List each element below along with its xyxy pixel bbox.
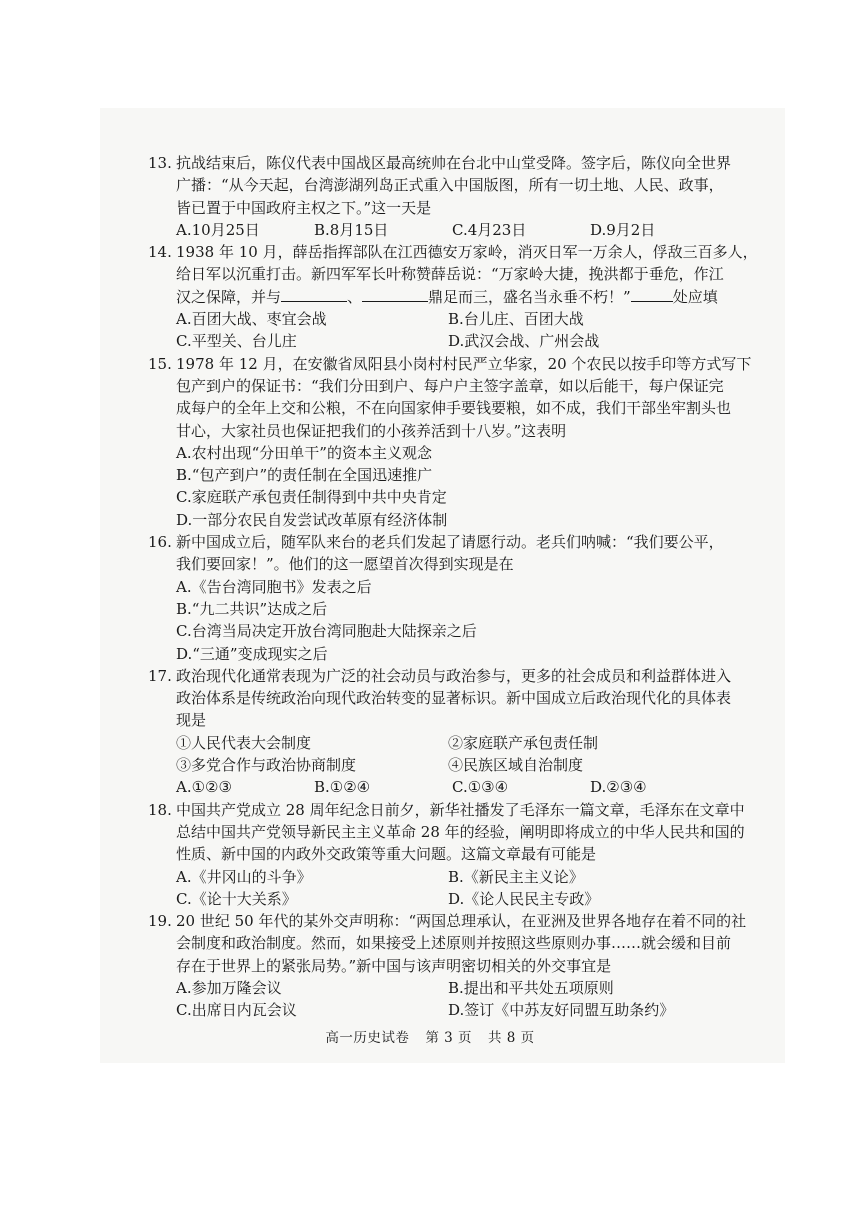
option-c: C.①③④: [452, 778, 509, 797]
option-b: B.“包产到户”的责任制在全国迅速推广: [176, 466, 433, 485]
statement-2: ②家庭联产承包责任制: [448, 733, 599, 752]
options-row: [148, 776, 748, 798]
option-a: A.农村出现“分田单干”的资本主义观念: [176, 443, 432, 462]
option-a: A.参加万隆会议: [176, 978, 282, 997]
question-number: 17.: [148, 666, 172, 685]
question-number: 15.: [148, 354, 172, 373]
options-row: [148, 308, 748, 330]
answer-blank: [362, 286, 428, 302]
question-text: 1938 年 10 月，薛岳指挥部队在江西德安万家岭，消灭日军一万余人，俘敌三百多人，: [176, 243, 758, 262]
option-a: A.《井冈山的斗争》: [176, 867, 312, 886]
option-c: C.平型关、台儿庄: [176, 332, 297, 351]
option-b: B.8月15日: [314, 220, 389, 239]
question-text: 甘心，大家社员也保证把我们的小孩养活到十八岁。”这表明: [176, 421, 567, 440]
page-total: 共 8 页: [488, 1030, 535, 1046]
question-text: 1978 年 12 月，在安徽省凤阳县小岗村村民严立华家，20 个农民以按手印等方式写下: [176, 354, 752, 373]
question-number: 18.: [148, 800, 172, 819]
option-b: B.台儿庄、百团大战: [448, 310, 584, 329]
option-b: B.“九二共识”达成之后: [176, 599, 328, 618]
option-d: D.一部分农民自发尝试改革原有经济体制: [176, 510, 448, 529]
question-text: 性质、新中国的内政外交政策等重大问题。这篇文章最有可能是: [176, 845, 597, 864]
question-16: [148, 531, 748, 665]
option-a: A.①②③: [176, 778, 232, 797]
question-text: 现是: [176, 711, 207, 730]
option-b: B.《新民主主义论》: [448, 867, 584, 886]
question-text: 政治现代化通常表现为广泛的社会动员与政治参与，更多的社会成员和利益群体进入: [176, 666, 732, 685]
question-text: 给日军以沉重打击。新四军军长叶称赞薛岳说：“万家岭大捷，挽洪都于垂危，作江: [176, 265, 724, 284]
question-text: 政治体系是传统政治向现代政治转变的显著标识。新中国成立后政治现代化的具体表: [176, 689, 732, 708]
option-a: A.百团大战、枣宜会战: [176, 310, 327, 329]
statement-3: ③多党合作与政治协商制度: [176, 756, 357, 775]
question-14: [148, 241, 758, 352]
question-number: 19.: [148, 912, 172, 931]
answer-blank: [281, 286, 347, 302]
question-text: 包产到户的保证书：“我们分田到户、每户户主签字盖章，如以后能干，每户保证完: [176, 376, 724, 395]
option-a: A.10月25日: [176, 220, 260, 239]
statements-row: [148, 732, 748, 754]
option-c: C.家庭联产承包责任制得到中共中央肯定: [176, 488, 447, 507]
answer-blank: [631, 286, 673, 302]
option-d: D.②③④: [590, 778, 647, 797]
options-row: [148, 888, 748, 910]
option-d: D.武汉会战、广州会战: [448, 332, 600, 351]
option-c: C.台湾当局决定开放台湾同胞赴大陆探亲之后: [176, 622, 477, 641]
question-list: [148, 152, 758, 1022]
question-text: 会制度和政治制度。然而，如果接受上述原则并按照这些原则办事……就会缓和目前: [176, 934, 732, 953]
option-b: B.提出和平共处五项原则: [448, 978, 614, 997]
question-text: 20 世纪 50 年代的某外交声明称：“两国总理承认，在亚洲及世界各地存在着不同的社: [176, 912, 747, 931]
question-13: [148, 152, 748, 241]
exam-title: 高一历史试卷: [325, 1030, 410, 1046]
option-d: D.《论人民民主专政》: [448, 889, 600, 908]
question-number: 16.: [148, 533, 172, 552]
question-text: 中国共产党成立 28 周年纪念日前夕，新华社播发了毛泽东一篇文章，毛泽东在文章中: [176, 800, 745, 819]
statement-1: ①人民代表大会制度: [176, 733, 312, 752]
option-a: A.《告台湾同胞书》发表之后: [176, 577, 372, 596]
question-text: 存在于世界上的紧张局势。”新中国与该声明密切相关的外交事宜是: [176, 956, 612, 975]
option-d: D.9月2日: [590, 220, 656, 239]
page-number: 第 3 页: [425, 1030, 472, 1046]
option-c: C.《论十大关系》: [176, 889, 297, 908]
question-number: 14.: [148, 243, 172, 262]
option-c: C.4月23日: [452, 220, 527, 239]
option-c: C.出席日内瓦会议: [176, 1001, 297, 1020]
statements-row: [148, 754, 748, 776]
option-d: D.“三通”变成现实之后: [176, 644, 328, 663]
question-text: 我们要回家！”。他们的这一愿望首次得到实现是在: [176, 555, 514, 574]
question-19: [148, 910, 748, 1021]
question-18: [148, 799, 748, 910]
options-row: [148, 866, 748, 888]
question-17: [148, 665, 748, 799]
option-b: B.①②④: [314, 778, 371, 797]
options-row: [148, 977, 748, 999]
question-text: 抗战结束后，陈仪代表中国战区最高统帅在台北中山堂受降。签字后，陈仪向全世界: [176, 154, 732, 172]
option-d: D.签订《中苏友好同盟互助条约》: [448, 1001, 675, 1020]
question-text-with-blanks: 汉之保障，并与 、 鼎足而三，盛名当永垂不朽！” 处应填: [176, 287, 718, 306]
question-text: 皆已置于中国政府主权之下。”这一天是: [176, 198, 432, 217]
question-text: 总结中国共产党领导新民主主义革命 28 年的经验，阐明即将成立的中华人民共和国的: [176, 822, 745, 841]
question-text: 广播：“从今天起，台湾澎湖列岛正式重入中国版图，所有一切土地、人民、政事，: [176, 176, 724, 195]
page-footer: [0, 1026, 860, 1046]
options-row: [148, 999, 748, 1021]
question-text: 新中国成立后，随军队来台的老兵们发起了请愿行动。老兵们呐喊：“我们要公平，: [176, 533, 724, 552]
options-row: [148, 219, 748, 241]
statement-4: ④民族区域自治制度: [448, 756, 584, 775]
question-15: [148, 353, 752, 531]
question-number: 13.: [148, 154, 172, 172]
options-row: [148, 330, 748, 352]
question-text: 成每户的全年上交和公粮，不在向国家伸手要钱要粮，如不成，我们干部坐牢割头也: [176, 399, 732, 418]
